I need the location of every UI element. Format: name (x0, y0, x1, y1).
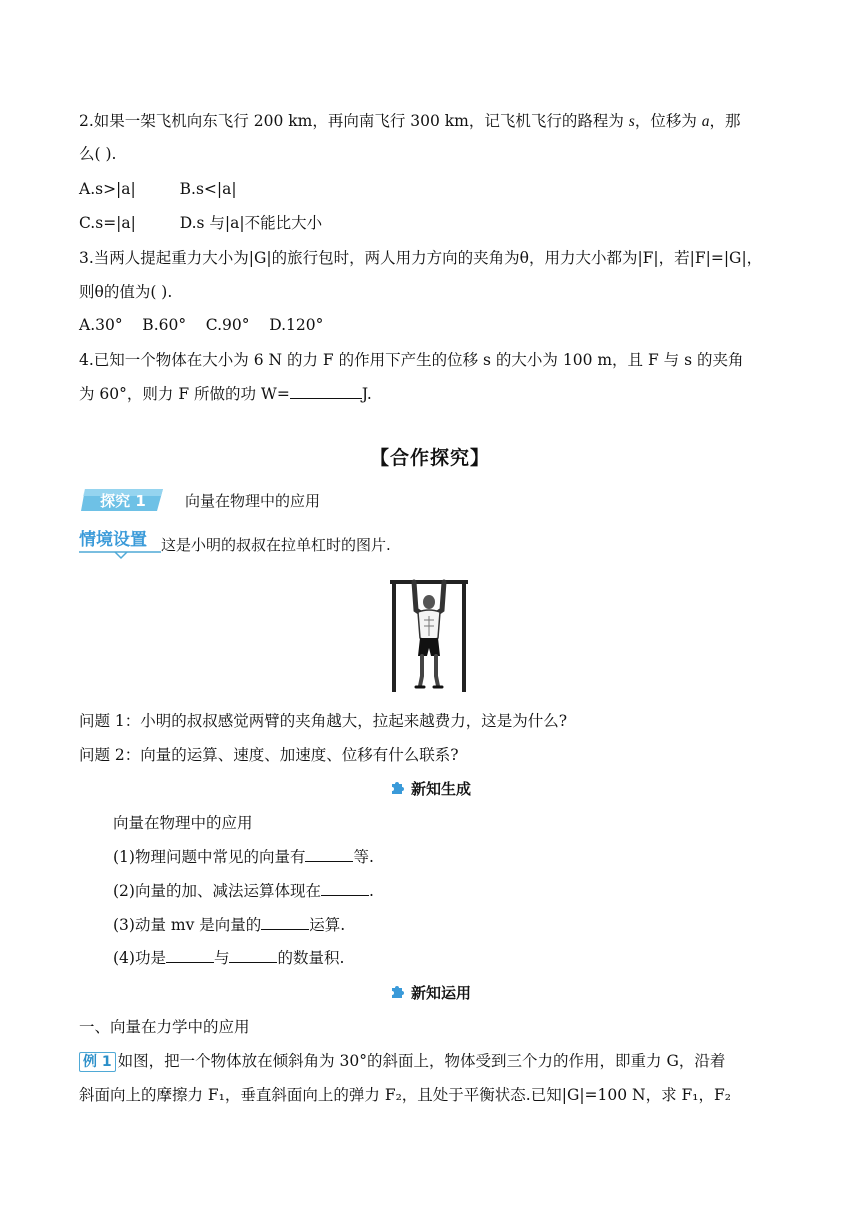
new-knowledge-intro: 向量在物理中的应用 (113, 814, 253, 832)
q4-line1: 4.已知一个物体在大小为 6 N 的力 F 的作用下产生的位移 s 的大小为 100 m，且 F 与 s 的夹角 (79, 351, 744, 369)
situation-badge-text: 情境设置 (79, 530, 147, 550)
q2-option-d: D.s 与|a|不能比大小 (179, 214, 323, 232)
q3-line1: 3.当两人提起重力大小为|G|的旅行包时，两人用力方向的夹角为θ，用力大小都为|F|，若|F|=|G|， (79, 249, 763, 267)
q2-line2: 么( ). (79, 145, 117, 163)
new-knowledge-item-2: (2)向量的加、减法运算体现在 . (113, 882, 374, 900)
new-knowledge-item-1: (1)物理问题中常见的向量有 等. (113, 848, 374, 866)
new-knowledge-item-4: (4)功是 与 的数量积. (113, 949, 345, 967)
example-badge: 例 1 (79, 1052, 116, 1072)
q4-answer-blank (290, 383, 362, 399)
blank (166, 947, 214, 963)
puzzle-icon (389, 984, 405, 1000)
q2-option-a: A.s>|a| (79, 180, 136, 198)
puzzle-icon (389, 780, 405, 796)
q4-line2: 为 60°，则力 F 所做的功 W= J. (79, 385, 372, 403)
q2-options-cd (79, 212, 322, 234)
example-1-line1: 例 1 如图，把一个物体放在倾斜角为 30°的斜面上，物体受到三个力的作用，即重力 G，沿着 (79, 1050, 725, 1072)
explore-title: 向量在物理中的应用 (185, 492, 321, 510)
explore-badge-text: 探究 1 (100, 492, 146, 510)
application-subheading: 一、向量在力学中的应用 (79, 1018, 250, 1036)
q2-line1: 2.如果一架飞机向东飞行 200 km，再向南飞行 300 km，记飞机飞行的路程为 s，位移为 a，那 (79, 112, 741, 130)
situation-text: 这是小明的叔叔在拉单杠时的图片. (161, 536, 391, 554)
section-title: 【合作探究】 (369, 447, 490, 469)
pull-up-illustration (386, 576, 472, 692)
new-knowledge-heading: 新知生成 (0, 778, 860, 799)
blank (229, 947, 277, 963)
application-heading: 新知运用 (0, 982, 860, 1003)
example-1-line2: 斜面向上的摩擦力 F₁，垂直斜面向上的弹力 F₂，且处于平衡状态.已知|G|=100 N，求 F₁，F₂ (79, 1086, 731, 1104)
blank (305, 846, 353, 862)
q2-options-ab (79, 178, 237, 200)
question-1: 问题 1：小明的叔叔感觉两臂的夹角越大，拉起来越费力，这是为什么? (79, 712, 568, 730)
q3-options: A.30° B.60° C.90° D.120° (79, 316, 324, 334)
situation-badge (79, 526, 161, 560)
explore-badge (79, 487, 165, 513)
q2-option-c: C.s=|a| (79, 214, 136, 232)
blank (321, 880, 369, 896)
q3-line2: 则θ的值为( ). (79, 283, 173, 301)
q2-option-b: B.s<|a| (179, 180, 237, 198)
blank (261, 914, 309, 930)
new-knowledge-item-3: (3)动量 mv 是向量的 运算. (113, 916, 346, 934)
question-2: 问题 2：向量的运算、速度、加速度、位移有什么联系? (79, 746, 459, 764)
